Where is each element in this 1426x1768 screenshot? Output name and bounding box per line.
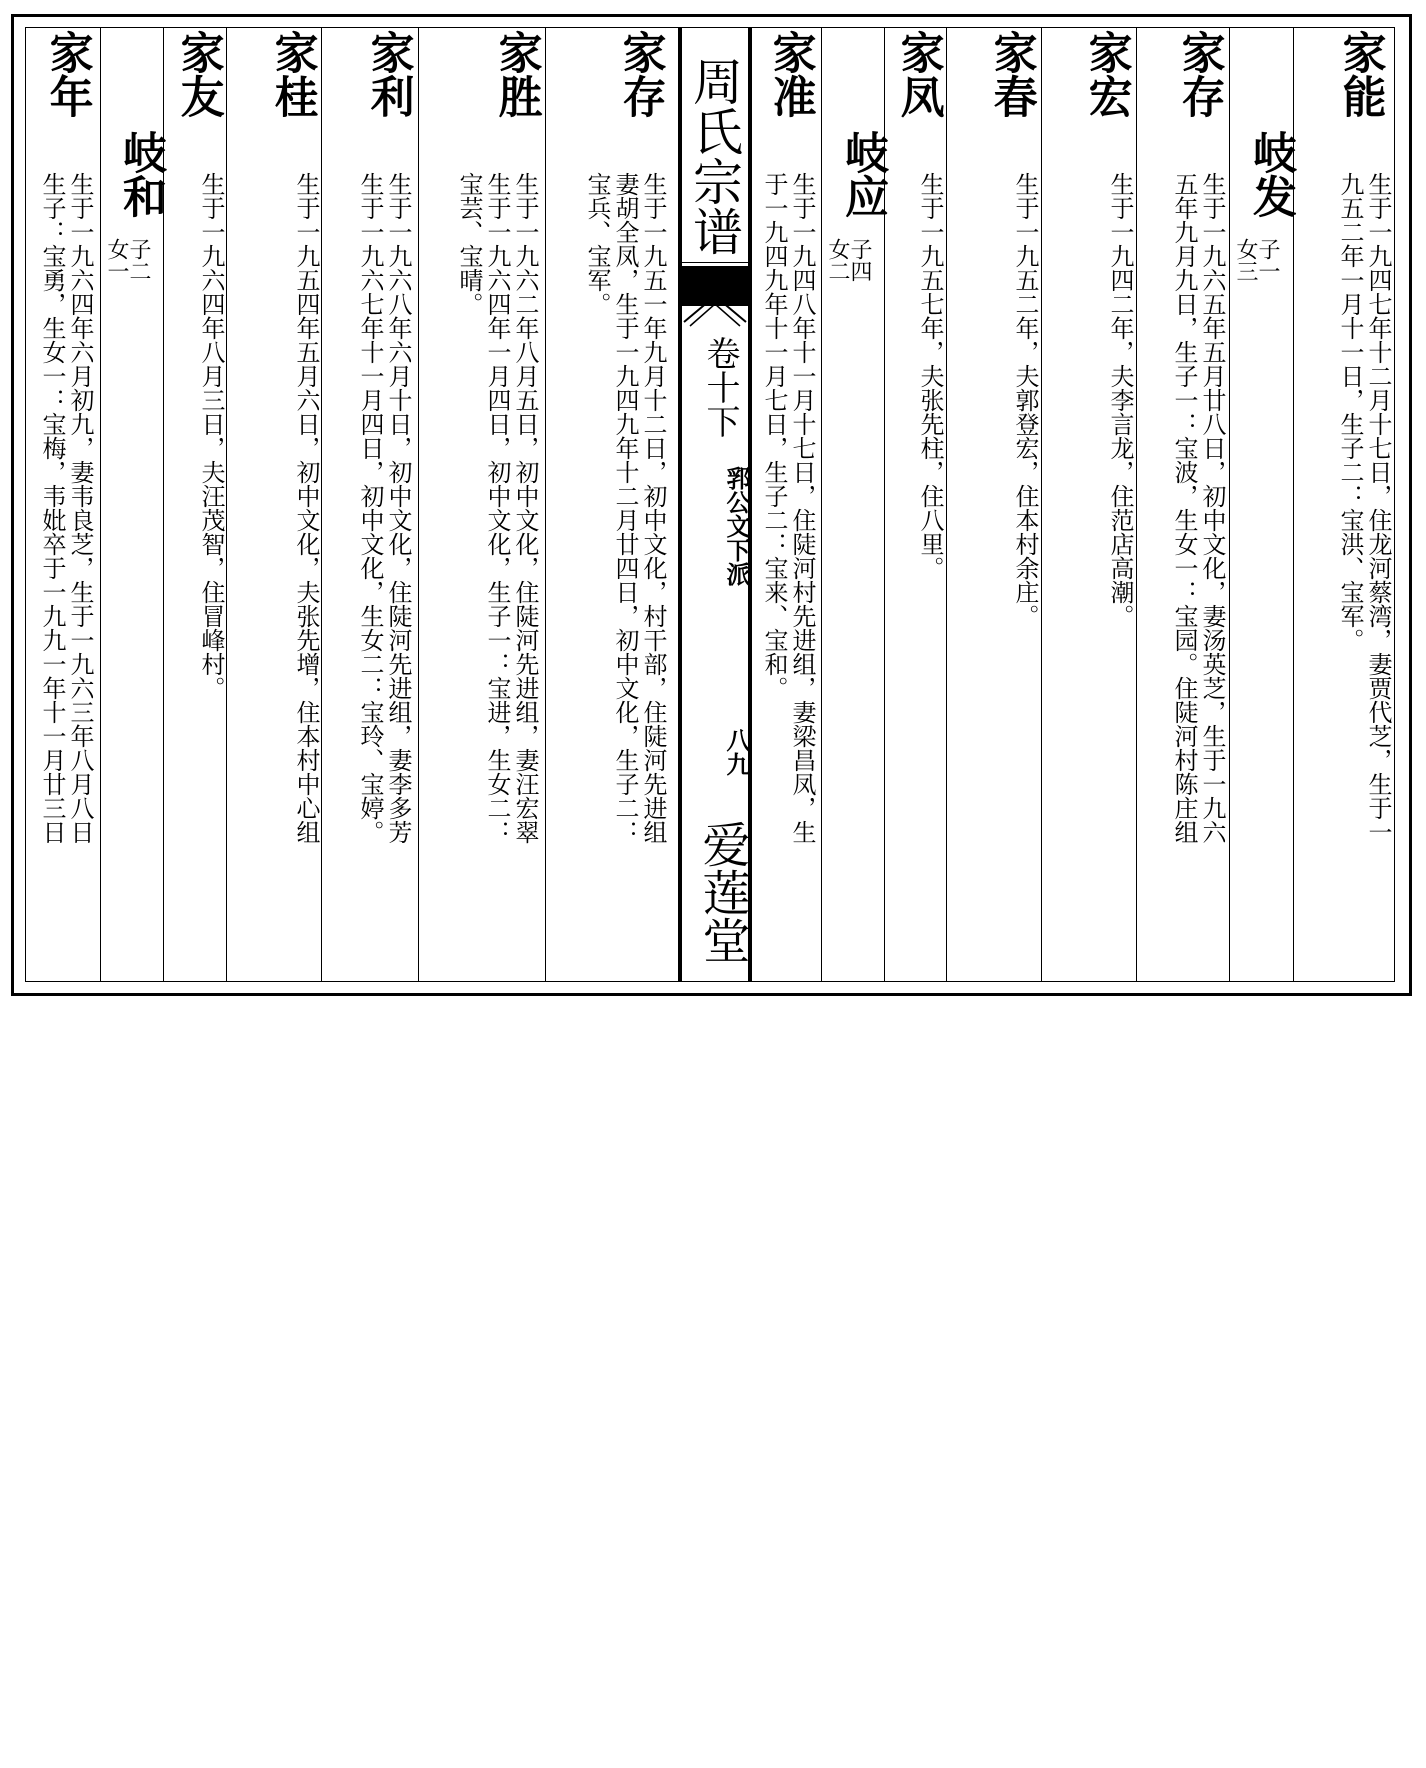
entry-bio: 生于一九五二年，夫郭登宏，住本村余庄。 — [1011, 172, 1039, 628]
entry-name: 家凤 — [892, 30, 944, 118]
column-divider — [1229, 28, 1230, 981]
entry-bio: 生于一九五四年五月六日，初中文化，夫张先增，住本村中心组 — [292, 172, 320, 844]
entry-name: 家利 — [362, 30, 414, 118]
fish-tail-chevron — [682, 292, 748, 336]
children-count: 子四 女二 — [825, 238, 872, 282]
entry-bio: 生于一九四二年，夫李言龙，住范店高潮。 — [1106, 172, 1134, 628]
entry-name: 家春 — [985, 30, 1037, 118]
entry-name: 家存 — [614, 30, 666, 118]
entry-bio: 生于一九六八年六月十日，初中文化，住陡河先进组，妻李多芳 生于一九六七年十一月四日，初中文化，生女二：宝玲、宝婷。 — [356, 172, 412, 844]
volume-label: 卷十下 — [700, 336, 740, 438]
entry-bio: 生于一九六四年六月初九，妻韦良芝，生于一九六三年八月八日 生子：宝勇，生女一：宝梅，韦妣卒于一九九一年十一月廿三日 — [38, 172, 94, 844]
entry-name: 家能 — [1334, 30, 1386, 118]
column-divider — [100, 28, 101, 981]
column-divider — [1136, 28, 1137, 981]
entry-bio: 生于一九五七年，夫张先柱，住八里。 — [916, 172, 944, 580]
book-title: 周氏宗谱 — [685, 56, 743, 256]
column-divider — [821, 28, 822, 981]
entry-name: 家桂 — [266, 30, 318, 118]
entry-name: 家友 — [172, 30, 224, 118]
column-divider — [946, 28, 947, 981]
entry-bio: 生于一九六五年五月廿八日，初中文化，妻汤英芝，生于一九六 五年九月九日，生子一：宝波，生女一：宝园。住陡河村陈庄组 — [1170, 172, 1226, 844]
entry-bio: 生于一九六四年八月三日，夫汪茂智，住冒峰村。 — [197, 172, 225, 700]
hall-name: 爱莲堂 — [694, 820, 750, 964]
entry-name: 家胜 — [490, 30, 542, 118]
entry-name: 家宏 — [1080, 30, 1132, 118]
column-divider — [321, 28, 322, 981]
entry-bio: 生于一九四八年十一月十七日，住陡河村先进组，妻梁昌凤，生 于一九四九年十一月七日，生子二：宝来、宝和。 — [760, 172, 816, 844]
entry-name: 家准 — [764, 30, 816, 118]
branch-label: 郛公文下派 — [722, 466, 751, 586]
generation-name: 岐应 — [837, 130, 888, 218]
entry-name: 家年 — [41, 30, 93, 118]
entry-bio: 生于一九五一年九月十二日，初中文化，村干部，住陡河先进组 妻胡全凤，生于一九四九年十二月廿四日，初中文化，生子二： 宝兵、宝军。 — [583, 172, 667, 844]
center-divider-left — [678, 28, 682, 981]
page-number: 八九 — [722, 728, 751, 776]
column-divider — [1041, 28, 1042, 981]
column-divider — [418, 28, 419, 981]
generation-name: 岐发 — [1245, 130, 1296, 218]
entry-bio: 生于一九六二年八月五日，初中文化，住陡河先进组，妻汪宏翠 生于一九六四年一月四日，初中文化，生子一：宝进，生女二： 宝芸、宝晴。 — [455, 172, 539, 844]
generation-name: 岐和 — [115, 130, 166, 218]
entry-name: 家存 — [1173, 30, 1225, 118]
children-count: 子一 女三 — [1233, 238, 1280, 282]
column-divider — [545, 28, 546, 981]
children-count: 子二 女一 — [104, 238, 151, 282]
entry-bio: 生于一九四七年十二月十七日，住龙河蔡湾，妻贾代芝，生于一 九五二年一月十一日，生子二：宝洪、宝军。 — [1336, 172, 1392, 844]
title-rule — [682, 262, 748, 263]
column-divider — [226, 28, 227, 981]
